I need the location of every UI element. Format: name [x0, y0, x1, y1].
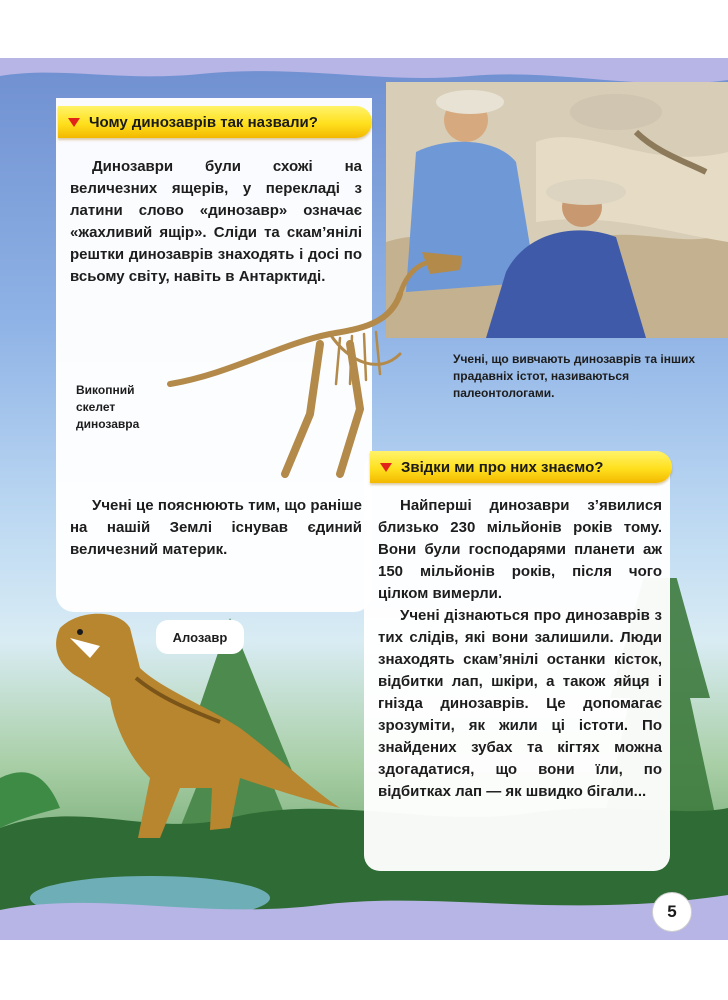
body-text: Учені це пояснюють тим, що раніше на нашій Землі існував єдиний величезний материк.	[70, 497, 362, 558]
allosaurus-label: Алозавр	[156, 620, 244, 654]
section-title: Чому динозаврів так назвали?	[89, 113, 318, 131]
page-number: 5	[652, 892, 692, 932]
section-header-why-named	[58, 106, 372, 138]
triangle-bullet-icon	[380, 463, 392, 472]
paleontologists-caption: Учені, що вивчають динозаврів та інших прадавніх істот, називаються палеонтологами.	[453, 352, 696, 400]
body-text: Учені дізнаються про динозаврів з тих слідів, які вони залишили. Люди знаходять скам’янілі останки кісток, відбитки лап, шкіри, а також яйця і гнізда динозаврів. Це допомагає зрозуміти, як жили ці істоти. По знайдених зубах та кігтях можна здогадатися, що вони їли, по відбитках лап — як швидко бігали...	[378, 607, 662, 800]
section-title: Звідки ми про них знаємо?	[401, 458, 604, 476]
skeleton-caption: Викопний скелет динозавра	[76, 383, 140, 431]
body-text: Найперші динозаври з’явилися близько 230 мільйонів років тому. Вони були господарями планети аж 150 мільйонів років, після чого цілком вимерли.	[378, 497, 662, 602]
book-page	[0, 58, 728, 940]
triangle-bullet-icon	[68, 118, 80, 127]
section-header-how-we-know	[370, 451, 672, 483]
body-text: Динозаври були схожі на величезних ящерів, у перекладі з латини слово «динозавр» означає «жахливий ящір». Сліди та скам’янілі рештки динозаврів знаходять і досі по всьому світу, навіть в Антарктиді.	[70, 158, 362, 285]
